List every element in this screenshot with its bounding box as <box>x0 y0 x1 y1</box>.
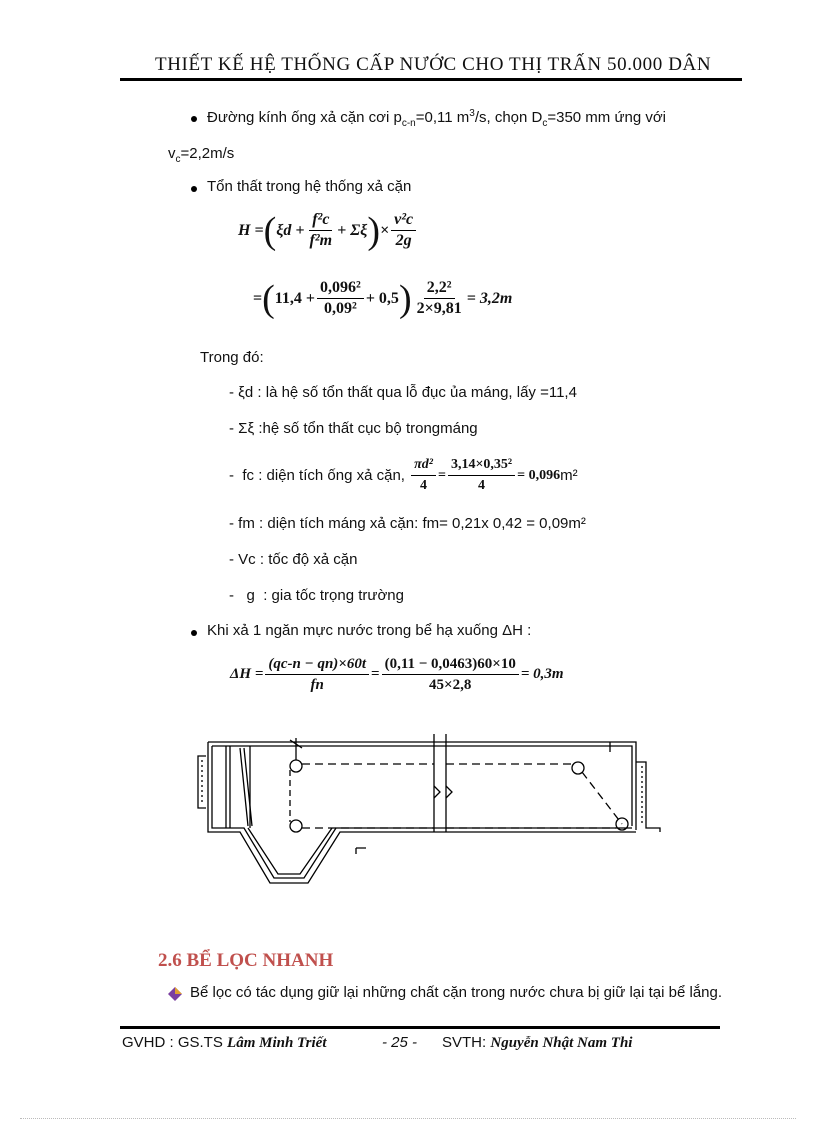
fraction <box>448 455 515 496</box>
formula-eq: = <box>371 666 380 682</box>
left-column <box>226 746 230 828</box>
student-name: Nguyễn Nhật Nam Thi <box>490 1035 633 1051</box>
break-mark <box>434 786 452 798</box>
paren-open: ( <box>262 277 275 320</box>
page-edge-dots <box>20 1118 796 1119</box>
fraction <box>391 210 416 251</box>
formula-area-pipe <box>409 455 560 496</box>
numerator: (qc-n − qn)×60t <box>265 654 369 675</box>
formula-head-loss-values <box>253 278 512 319</box>
para-text: =0,11 m <box>415 109 470 126</box>
unit: m² <box>560 467 578 484</box>
formula-head-loss: H = ( ξd + $\frac{\text{f²c}}{\text{f²m}}$ + Σξ ) × $\frac{\text{v²c}}{2g}$ <box>238 210 418 251</box>
numerator: (0,11 − 0,0463)60×10 <box>382 654 519 675</box>
numerator: v²c <box>391 210 416 231</box>
numerator: 0,096² <box>317 278 364 299</box>
bullet-dot <box>191 630 197 636</box>
list-item: - fc : diện tích ống xả cặn, $\frac{\text{πd²}}{4}$ = $\frac{\text{3,14×0,35²}}{4}$ = 0,096 m² <box>229 455 578 496</box>
numerator: f²c <box>309 210 332 231</box>
where-label: Trong đó: <box>200 349 264 366</box>
para-text: =350 mm ứng với <box>547 109 667 126</box>
para-water-drop: Khi xả 1 ngăn mực nước trong bể hạ xuống ΔH : <box>207 622 532 639</box>
fraction <box>265 654 369 695</box>
item-text: : diện tích ống xả cặn, <box>258 467 405 484</box>
list-item: - Vc : tốc độ xả cặn <box>229 551 358 568</box>
paren-close: ) <box>367 209 380 252</box>
formula-lhs: ΔH = <box>230 666 264 682</box>
numerator: πd² <box>411 455 436 476</box>
formula-xi-d: ξd <box>276 221 292 239</box>
item-text: : là hệ số tổn thất qua lỗ đục ủa máng, lấy =11,4 <box>257 384 577 401</box>
small-mark <box>356 848 366 854</box>
denominator: 4 <box>478 478 486 493</box>
footer-student <box>442 1034 632 1052</box>
footer-rule <box>120 1026 720 1029</box>
list-item: - g : gia tốc trọng trường <box>229 587 404 604</box>
denominator: 2g <box>395 232 412 249</box>
formula-result: = 0,096 <box>517 467 561 483</box>
denominator: fn <box>310 677 324 693</box>
item-text: :hệ số tổn thất cục bộ trongmáng <box>258 420 478 437</box>
list-item: - ξd : là hệ số tổn thất qua lỗ đục ủa máng, lấy =11,4 <box>229 384 577 401</box>
chain-diagonal <box>582 772 622 824</box>
subscript: c-n <box>401 118 416 129</box>
para-text: =2,2m/s <box>180 145 235 162</box>
center-column <box>434 734 446 832</box>
item-symbol: fc <box>242 467 255 484</box>
numerator: 3,14×0,35² <box>448 455 515 476</box>
paren-close: ) <box>398 277 412 320</box>
numerator: 2,2² <box>424 278 455 299</box>
formula-term: 11,4 + <box>274 289 316 307</box>
formula-result: = 0,3m <box>520 666 564 682</box>
sprocket-top-left <box>290 760 302 772</box>
bullet-dot <box>191 186 197 192</box>
tank-inner-wall <box>212 746 632 826</box>
header-rule <box>120 78 742 81</box>
advisor-name: Lâm Minh Triết <box>227 1035 327 1051</box>
subscript: c <box>175 154 181 165</box>
para-text: /s, chọn D <box>474 109 543 126</box>
formula-delta-h <box>230 654 564 695</box>
denominator: 45×2,8 <box>429 677 472 693</box>
denominator: 2×9,81 <box>416 300 462 317</box>
formula-result: = 3,2m <box>466 289 513 307</box>
section-title: 2.6 BỂ LỌC NHANH <box>158 950 334 971</box>
page-number: - 25 - <box>382 1034 418 1051</box>
item-symbol: ξd <box>238 384 254 401</box>
formula-eq: = <box>253 289 263 307</box>
formula-eq: = <box>437 467 446 483</box>
fraction <box>414 278 465 319</box>
student-label: SVTH: <box>442 1034 487 1051</box>
formula-times: × <box>379 221 390 239</box>
tank-bottom-outer <box>208 742 636 883</box>
item-text: : tốc độ xả cặn <box>259 551 358 568</box>
list-item: - fm : diện tích máng xả cặn: fm= 0,21x 0,42 = 0,09m² <box>229 515 586 532</box>
formula-term: + 0,5 <box>365 289 399 307</box>
para-filter-desc: Bể lọc có tác dụng giữ lại những chất cặn trong nước chưa bị giữ lại tại bể lắng. <box>190 984 723 1001</box>
tank-top-wall <box>208 742 636 830</box>
item-symbol: fm <box>238 515 255 532</box>
para-head-loss: Tổn thất trong hệ thống xả cặn <box>207 178 412 195</box>
paren-open: ( <box>263 209 277 252</box>
fraction <box>411 455 436 496</box>
superscript: 3 <box>469 108 475 119</box>
fraction <box>317 278 364 319</box>
advisor-label: GVHD : GS.TS <box>122 1034 223 1051</box>
para-pipe-diameter <box>207 108 666 129</box>
para-text: v <box>168 145 176 162</box>
fraction <box>382 654 519 695</box>
footer-advisor <box>122 1034 327 1052</box>
list-item: - Σξ :hệ số tổn thất cục bộ trongmáng <box>229 420 478 437</box>
diamond-bullet-icon <box>167 986 183 1002</box>
item-text: : diện tích máng xả cặn: fm= 0,21x 0,42 = 0,09m² <box>259 515 586 532</box>
item-symbol: Σξ <box>238 420 255 437</box>
item-symbol: g <box>246 587 255 604</box>
denominator: 4 <box>420 478 428 493</box>
tank-cross-section-drawing <box>190 728 670 888</box>
fraction <box>307 210 336 251</box>
item-symbol: Vc <box>238 551 256 568</box>
bullet-dot <box>191 116 197 122</box>
header-title: THIẾT KẾ HỆ THỐNG CẤP NƯỚC CHO THỊ TRẤN 50.000 DÂN <box>155 54 712 75</box>
sprocket-bottom-left <box>290 820 302 832</box>
para-text: Đường kính ống xả cặn cơi p <box>207 109 402 126</box>
para-velocity <box>168 145 234 165</box>
denominator: f²m <box>309 232 333 249</box>
formula-lhs: H = <box>238 221 264 239</box>
subscript: c <box>542 118 548 129</box>
tank-bottom-inner <box>212 746 632 878</box>
denominator: 0,09² <box>324 300 357 317</box>
formula-sum-xi: + Σξ <box>337 221 368 239</box>
right-pipe <box>636 762 660 832</box>
item-text: : gia tốc trọng trường <box>263 587 404 604</box>
